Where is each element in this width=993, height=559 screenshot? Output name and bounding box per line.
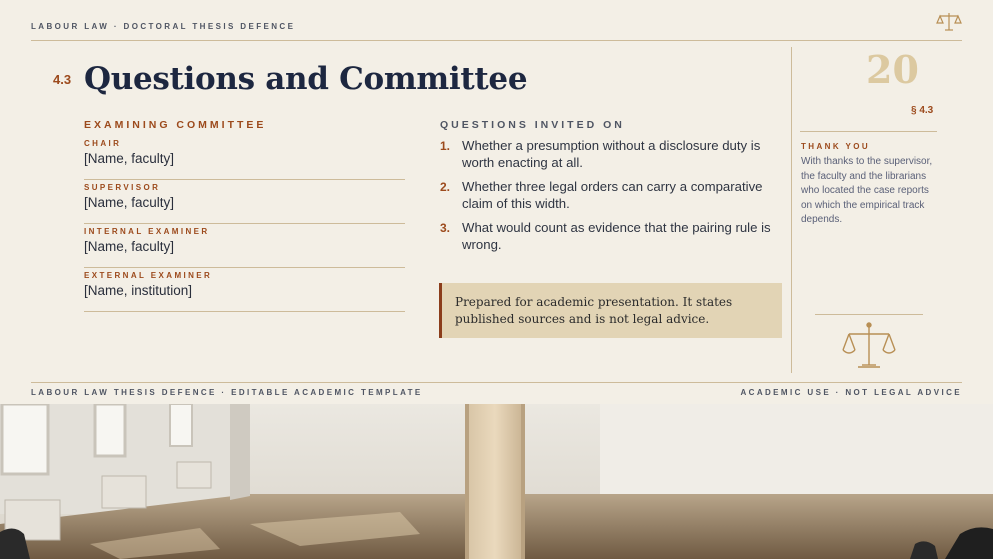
question-number: 3.	[440, 221, 451, 235]
committee-member	[84, 183, 405, 224]
question-number: 1.	[440, 139, 451, 153]
question-number: 2.	[440, 180, 451, 194]
member-name: [Name, faculty]	[84, 239, 175, 254]
page-title: Questions and Committee	[84, 61, 528, 97]
question-text: What would count as evidence that the pairing rule is wrong.	[462, 220, 771, 252]
thanks-heading: THANK YOU	[801, 142, 871, 151]
sidebar-rule	[815, 314, 923, 315]
page-number: 20	[866, 47, 919, 92]
question-text: Whether a presumption without a disclosure duty is worth enacting at all.	[462, 138, 761, 170]
footer-left-text: LABOUR LAW THESIS DEFENCE · EDITABLE ACADEMIC TEMPLATE	[31, 388, 423, 397]
committee-heading: EXAMINING COMMITTEE	[84, 119, 267, 131]
footer-right-text: ACADEMIC USE · NOT LEGAL ADVICE	[740, 388, 962, 397]
footer-rule	[31, 382, 962, 383]
scales-icon	[936, 10, 962, 34]
member-name: [Name, institution]	[84, 283, 193, 298]
sidebar-divider	[791, 47, 792, 373]
section-reference: § 4.3	[911, 105, 934, 116]
thanks-text: With thanks to the supervisor, the faculty and the librarians who located the case reports on which the empirical track depends.	[801, 156, 933, 225]
section-number: 4.3	[53, 72, 72, 87]
sidebar-rule	[800, 131, 937, 132]
header-text: LABOUR LAW · DOCTORAL THESIS DEFENCE	[31, 22, 296, 31]
member-name: [Name, faculty]	[84, 195, 175, 210]
scales-icon	[842, 321, 896, 371]
questions-heading: QUESTIONS INVITED ON	[440, 119, 625, 131]
member-name: [Name, faculty]	[84, 151, 175, 166]
disclaimer-note	[439, 283, 782, 338]
courtroom-photo	[0, 404, 993, 559]
committee-member	[84, 227, 405, 268]
member-role: CHAIR	[84, 139, 122, 148]
member-role: SUPERVISOR	[84, 183, 161, 192]
committee-member	[84, 139, 405, 180]
member-role: EXTERNAL EXAMINER	[84, 271, 213, 280]
member-role: INTERNAL EXAMINER	[84, 227, 210, 236]
committee-member	[84, 271, 405, 312]
header-rule	[31, 40, 962, 41]
disclaimer-text: Prepared for academic presentation. It states published sources and is not legal advice.	[455, 295, 733, 326]
question-text: Whether three legal orders can carry a comparative claim of this width.	[462, 179, 763, 211]
